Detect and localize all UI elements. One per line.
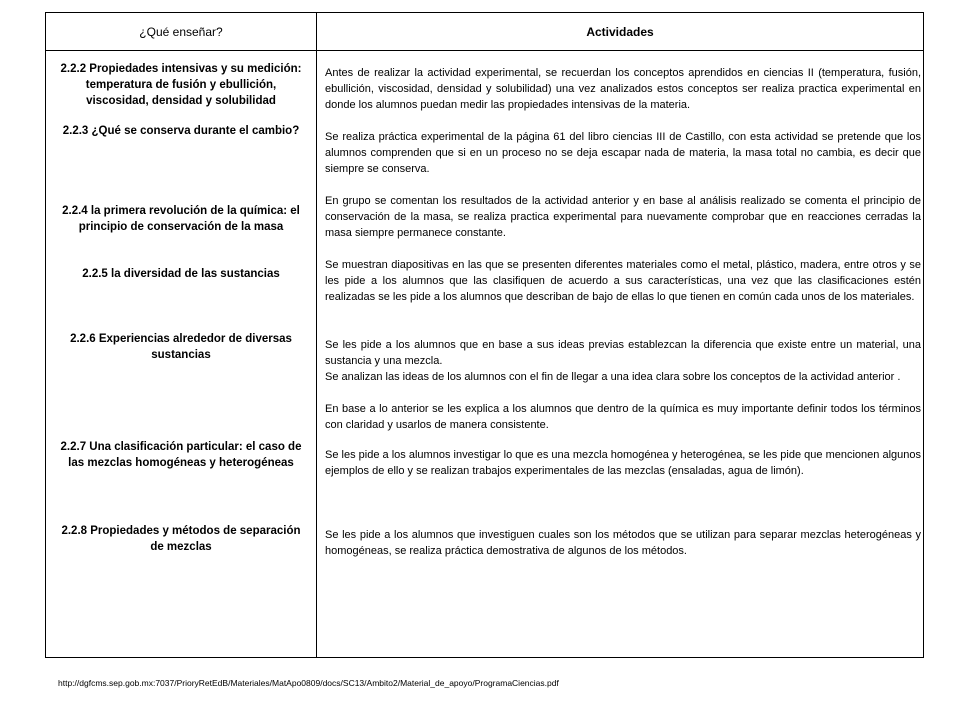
topic-2-2-7: 2.2.7 Una clasificación particular: el caso de las mezclas homogéneas y heterogéneas [60,441,302,469]
content-table [45,12,924,658]
topic-2-2-8: 2.2.8 Propiedades y métodos de separación de mezclas [61,525,301,553]
activity-9: Se les pide a los alumnos que investiguen cuales son los métodos que se utilizan para separar mezclas heterogéneas y homogéneas, se realiza práctica demostrativa de algunos de los métodos. [325,529,921,557]
activity-1: Antes de realizar la actividad experimental, se recuerdan los conceptos aprendidos en ciencias II (temperatura, fusión, ebullición, viscosidad, densidad y solubilidad) una vez analizados estos conceptos ser realiza practica experimental en donde los alumnos puedan medir las propiedades intensivas de la materia. [325,67,921,111]
topic-2-2-4: 2.2.4 la primera revolución de la química: el principio de conservación de la masa [62,205,300,233]
header-actividades: Actividades [586,25,654,39]
activity-8: Se les pide a los alumnos investigar lo que es una mezcla homogénea y heterogénea, se les pide que mencionen algunos ejemplos de ello y se realizan trabajos experimentales de las mezclas (ensaladas, agua de limón). [325,449,921,477]
activity-2: Se realiza práctica experimental de la página 61 del libro ciencias III de Castillo, con esta actividad se pretende que los alumnos comprenden que si en un proceso no se deja escapar nada de materia, la masa total no cambia, es decir que siempre se conserva. [325,131,921,175]
activity-4: Se muestran diapositivas en las que se presenten diferentes materiales como el metal, plástico, madera, entre otros y se les pide a los alumnos que las clasifiquen de acuerdo a sus características, una vez que las clasificaciones estén realizadas se les pide a los alumnos que describan de bajo de ellas lo que tienen en común cada unos de los materiales. [325,259,921,303]
header-que-ensenar: ¿Qué enseñar? [139,25,223,39]
activity-3: En grupo se comentan los resultados de la actividad anterior y en base al análisis realizado se comenta el principio de conservación de la masa, se realiza practica experimental para nuevamente comprobar que en reacciones cerradas la masa siempre permanece constante. [325,195,921,239]
activity-7: En base a lo anterior se les explica a los alumnos que dentro de la química es muy importante definir todos los términos con claridad y usarlos de manera consistente. [325,403,921,431]
activity-6: Se analizan las ideas de los alumnos con el fin de llegar a una idea clara sobre los conceptos de la actividad anterior . [325,371,901,383]
topic-2-2-5: 2.2.5 la diversidad de las sustancias [82,268,280,280]
topic-2-2-6: 2.2.6 Experiencias alrededor de diversas sustancias [70,333,292,361]
topic-2-2-3: 2.2.3 ¿Qué se conserva durante el cambio? [62,125,300,137]
table-header-row [46,13,923,51]
activity-5: Se les pide a los alumnos que en base a sus ideas previas establezcan la diferencia que existe entre un material, una sustancia y una mezcla. [325,339,921,367]
source-url: http://dgfcms.sep.gob.mx:7037/PrioryRetEdB/Materiales/MatApo0809/docs/SC13/Ambito2/Material_de_apoyo/ProgramaCiencias.pdf [58,678,559,688]
column-divider [316,13,317,657]
topic-2-2-2: 2.2.2 Propiedades intensivas y su medición: temperatura de fusión y ebullición, viscosidad, densidad y solubilidad [60,63,302,107]
